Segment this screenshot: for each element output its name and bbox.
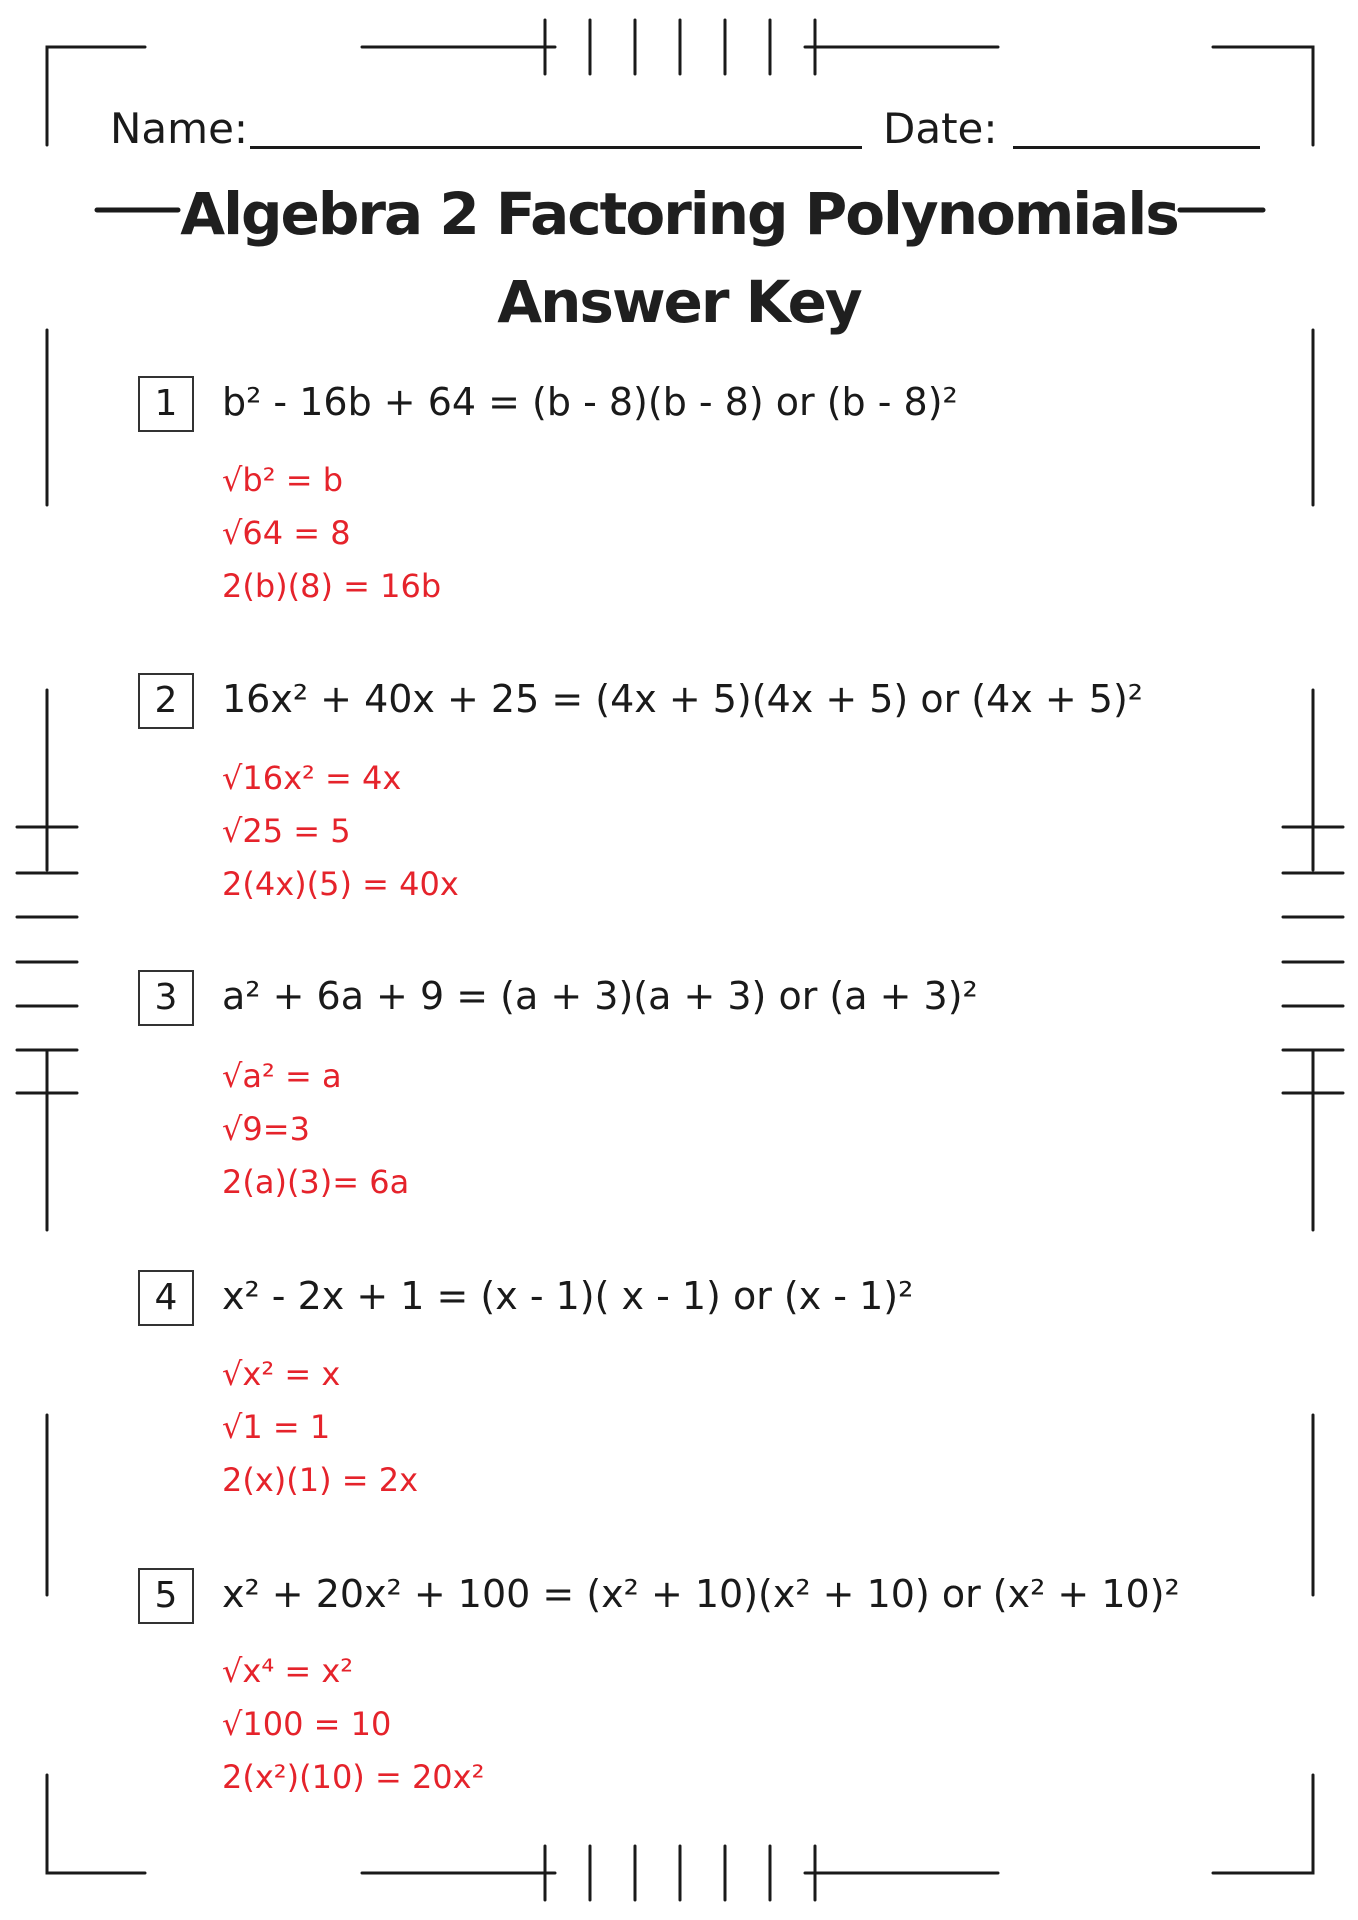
page-subtitle: Answer Key — [497, 268, 861, 336]
date-field[interactable] — [1013, 146, 1260, 149]
work-step: 2(x)(1) = 2x — [222, 1461, 419, 1499]
work-step: √25 = 5 — [222, 812, 351, 850]
work-step: √16x² = 4x — [222, 759, 402, 797]
problem-number: 4 — [138, 1270, 194, 1326]
problem-equation: x² + 20x² + 100 = (x² + 10)(x² + 10) or (x² + 10)² — [222, 1572, 1180, 1616]
problem-number: 3 — [138, 970, 194, 1026]
name-field[interactable] — [250, 146, 862, 149]
problem-number: 2 — [138, 673, 194, 729]
work-step: √a² = a — [222, 1057, 342, 1095]
problem-equation: b² - 16b + 64 = (b - 8)(b - 8) or (b - 8)² — [222, 380, 958, 424]
problem-work — [222, 1050, 409, 1209]
problem-work — [222, 752, 459, 911]
work-step: √64 = 8 — [222, 514, 351, 552]
problem-equation: a² + 6a + 9 = (a + 3)(a + 3) or (a + 3)² — [222, 974, 978, 1018]
problem-work — [222, 454, 441, 613]
name-label: Name: — [110, 104, 249, 153]
work-step: 2(b)(8) = 16b — [222, 567, 442, 605]
problem-work — [222, 1348, 418, 1507]
problem-number: 1 — [138, 376, 194, 432]
work-step: √9=3 — [222, 1110, 310, 1148]
problem-work — [222, 1645, 484, 1804]
work-step: 2(4x)(5) = 40x — [222, 865, 459, 903]
problem-equation: 16x² + 40x + 25 = (4x + 5)(4x + 5) or (4x + 5)² — [222, 677, 1143, 721]
problem-number: 5 — [138, 1568, 194, 1624]
work-step: 2(x²)(10) = 20x² — [222, 1758, 485, 1796]
work-step: √b² = b — [222, 461, 343, 499]
work-step: √x² = x — [222, 1355, 341, 1393]
work-step: √100 = 10 — [222, 1705, 392, 1743]
work-step: √x⁴ = x² — [222, 1652, 354, 1690]
page-title: Algebra 2 Factoring Polynomials — [180, 180, 1178, 248]
problem-equation: x² - 2x + 1 = (x - 1)( x - 1) or (x - 1)² — [222, 1274, 914, 1318]
work-step: √1 = 1 — [222, 1408, 331, 1446]
date-label: Date: — [883, 104, 998, 153]
work-step: 2(a)(3)= 6a — [222, 1163, 410, 1201]
